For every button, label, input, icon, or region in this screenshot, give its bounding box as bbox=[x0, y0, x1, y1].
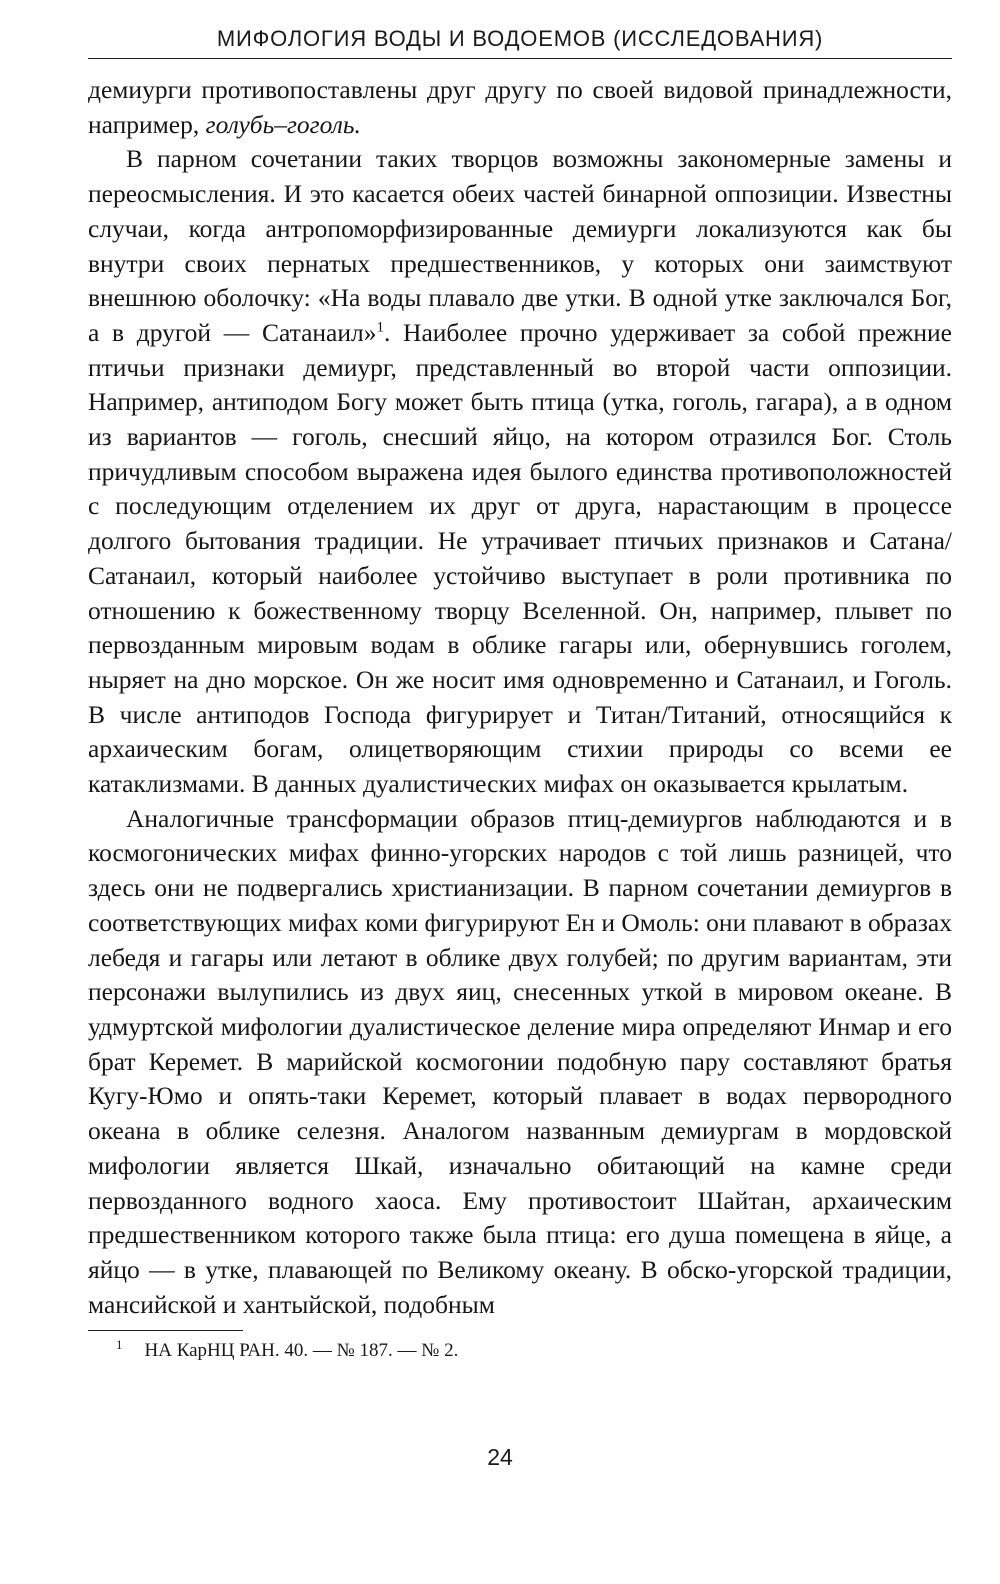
footnote bbox=[88, 1337, 952, 1365]
footnote-rule bbox=[88, 1330, 243, 1331]
footnote-mark: 1 bbox=[116, 1336, 123, 1352]
paragraph-continuation bbox=[88, 73, 952, 142]
book-page bbox=[88, 22, 952, 1365]
running-head: МИФОЛОГИЯ ВОДЫ И ВОДОЕМОВ (ИССЛЕДОВАНИЯ) bbox=[216, 26, 824, 51]
paragraph-1-text: демиурги противопоставлены друг другу по своей видовой принадлежности, например, bbox=[88, 75, 952, 139]
paragraph-2-text-b: . Наиболее прочно удерживает за собой прежние птичьи признаки демиург, представленный во второй части оппозиции. Например, антиподом Богу может быть птица (утка, гоголь, гагара), а в одном из вариантов — гоголь, снесший яйцо, на котором отразился Бог. Столь причудливым способом выражена идея былого единства противоположностей с последующим отделением их друг от друга, нарастающим в процессе долгого бытования традиции. Не утрачивает птичьих признаков и Сатана/Сатанаил, который наиболее устойчиво выступает в роли противника по отношению к божественному творцу Вселенной. Он, например, плывет по первозданным мировым водам в облике гагары или, обернувшись гоголем, ныряет на дно морское. Он же носит имя одновременно и Сатанаил, и Гоголь. В числе антиподов Господа фигурирует и Титан/Титаний, относящийся к архаическим богам, олицетворяющим стихии природы со всеми ее катаклизмами. В данных дуалистических мифах он оказывается крылатым. bbox=[88, 317, 953, 799]
page-number: 24 bbox=[487, 1444, 513, 1470]
paragraph-3 bbox=[88, 802, 952, 1323]
paragraph-1-italic: голубь–гоголь. bbox=[205, 109, 361, 139]
footnote-text: НА КарНЦ РАН. 40. — № 187. — № 2. bbox=[144, 1340, 459, 1362]
footnote-reference[interactable]: 1 bbox=[376, 319, 384, 336]
paragraph-2 bbox=[88, 142, 952, 801]
header-rule bbox=[88, 58, 952, 59]
body-text bbox=[88, 73, 952, 1322]
paragraph-2-text-a: В парном сочетании таких творцов возможны закономерные замены и переосмысления. И это касается обеих частей бинарной оппозиции. Известны случаи, когда антропоморфизированные демиурги локализуются как бы внутри своих пернатых предшественников, у которых они заимствуют внешнюю оболочку: «На воды плавало две утки. В одной утке заключался Бог, а в другой — Сатанаил» bbox=[88, 144, 952, 347]
paragraph-3-text: Аналогичные трансформации образов птиц-демиургов наблюдаются и в космогонических мифах финно-угорских народов с той лишь разницей, что здесь они не подвергались христианизации. В парном сочетании демиургов в соответствующих мифах коми фигурируют Ен и Омоль: они плавают в образах лебедя и гагары или летают в облике двух голубей; по другим вариантам, эти персонажи вылупились из двух яиц, снесенных уткой в мировом океане. В удмуртской мифологии дуалистическое деление мира определяют Инмар и его брат Керемет. В марийской космогонии подобную пару составляют братья Кугу-Юмо и опять-таки Керемет, который плавает в водах первородного океана в облике селезня. Аналогом названным демиургам в мордовской мифологии является Шкай, изначально обитающий на камне среди первозданного водного хаоса. Ему противостоит Шайтан, архаическим предшественником которого также была птица: его душа помещена в яйце, а яйцо — в утке, плавающей по Великому океану. В обско-угорской традиции, мансийской и хантыйской, подобным bbox=[88, 803, 952, 1319]
